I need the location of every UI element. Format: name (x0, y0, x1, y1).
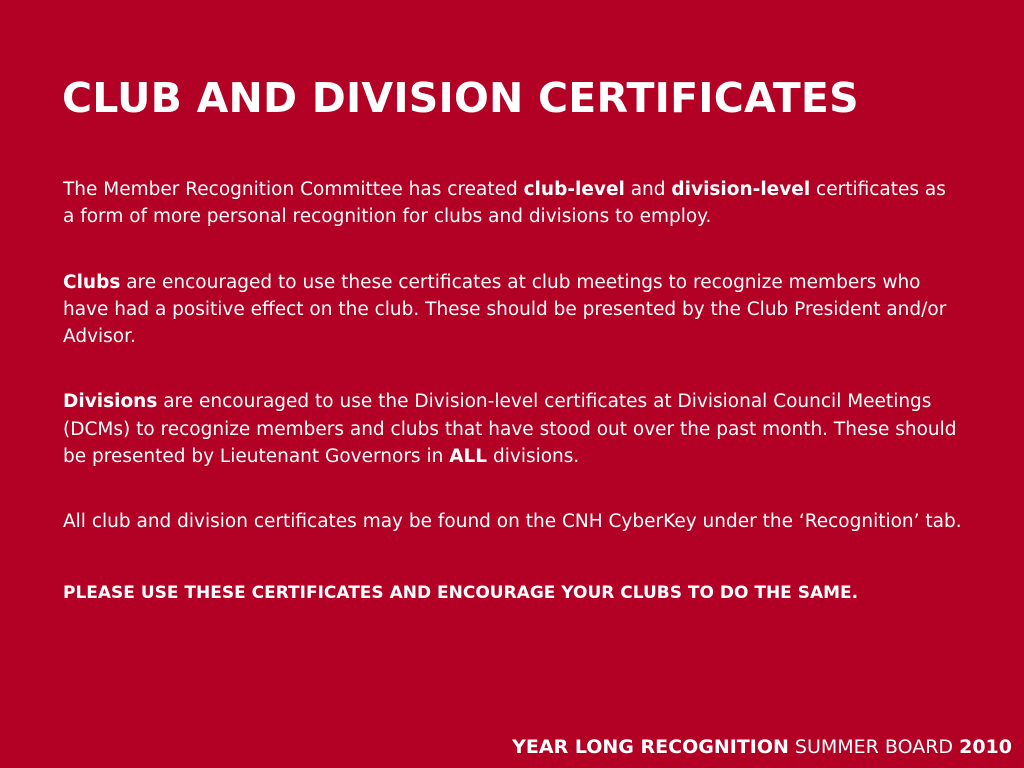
intro-text-2: and (624, 179, 672, 200)
slide-body (63, 176, 963, 645)
paragraph-divisions (63, 388, 963, 470)
footer-board-label: SUMMER BOARD (788, 736, 960, 758)
availability-text: All club and division certificates may be found on the CNH CyberKey under the ‘Recognition’ tab. (63, 511, 962, 533)
intro-text-1: The Member Recognition Committee has created (63, 179, 524, 200)
paragraph-intro (63, 176, 963, 231)
paragraph-clubs (63, 269, 963, 351)
paragraph-availability (63, 508, 963, 535)
all-emphasis: ALL (449, 446, 488, 468)
slide-footer (512, 733, 1012, 761)
slide-title: CLUB AND DIVISION CERTIFICATES (62, 74, 859, 122)
footer-recognition-label: YEAR LONG RECOGNITION (512, 736, 789, 758)
divisions-text-2: divisions. (487, 446, 580, 468)
divisions-emphasis: Divisions (63, 391, 158, 413)
divisions-text-1: are encouraged to use the Division-level certificates at Divisional Council Meetings (DCMs) to recognize members and clubs that have stood out over the past month. These should be presented by Lieutenant Governors in (63, 391, 957, 468)
clubs-text: are encouraged to use these certificates at club meetings to recognize members who have had a positive effect on the club. These should be presented by the Club President and/or Advisor. (63, 271, 947, 348)
closing-text: PLEASE USE THESE CERTIFICATES AND ENCOURAGE YOUR CLUBS TO DO THE SAME. (63, 582, 859, 603)
division-level-emphasis: division-level (671, 179, 811, 200)
club-level-emphasis: club-level (523, 179, 625, 200)
footer-year: 2010 (959, 736, 1012, 758)
intro-text-3: certificates as a form of more personal recognition for clubs and divisions to employ. (63, 179, 946, 228)
clubs-emphasis: Clubs (63, 271, 121, 293)
closing-call-to-action (63, 579, 963, 607)
